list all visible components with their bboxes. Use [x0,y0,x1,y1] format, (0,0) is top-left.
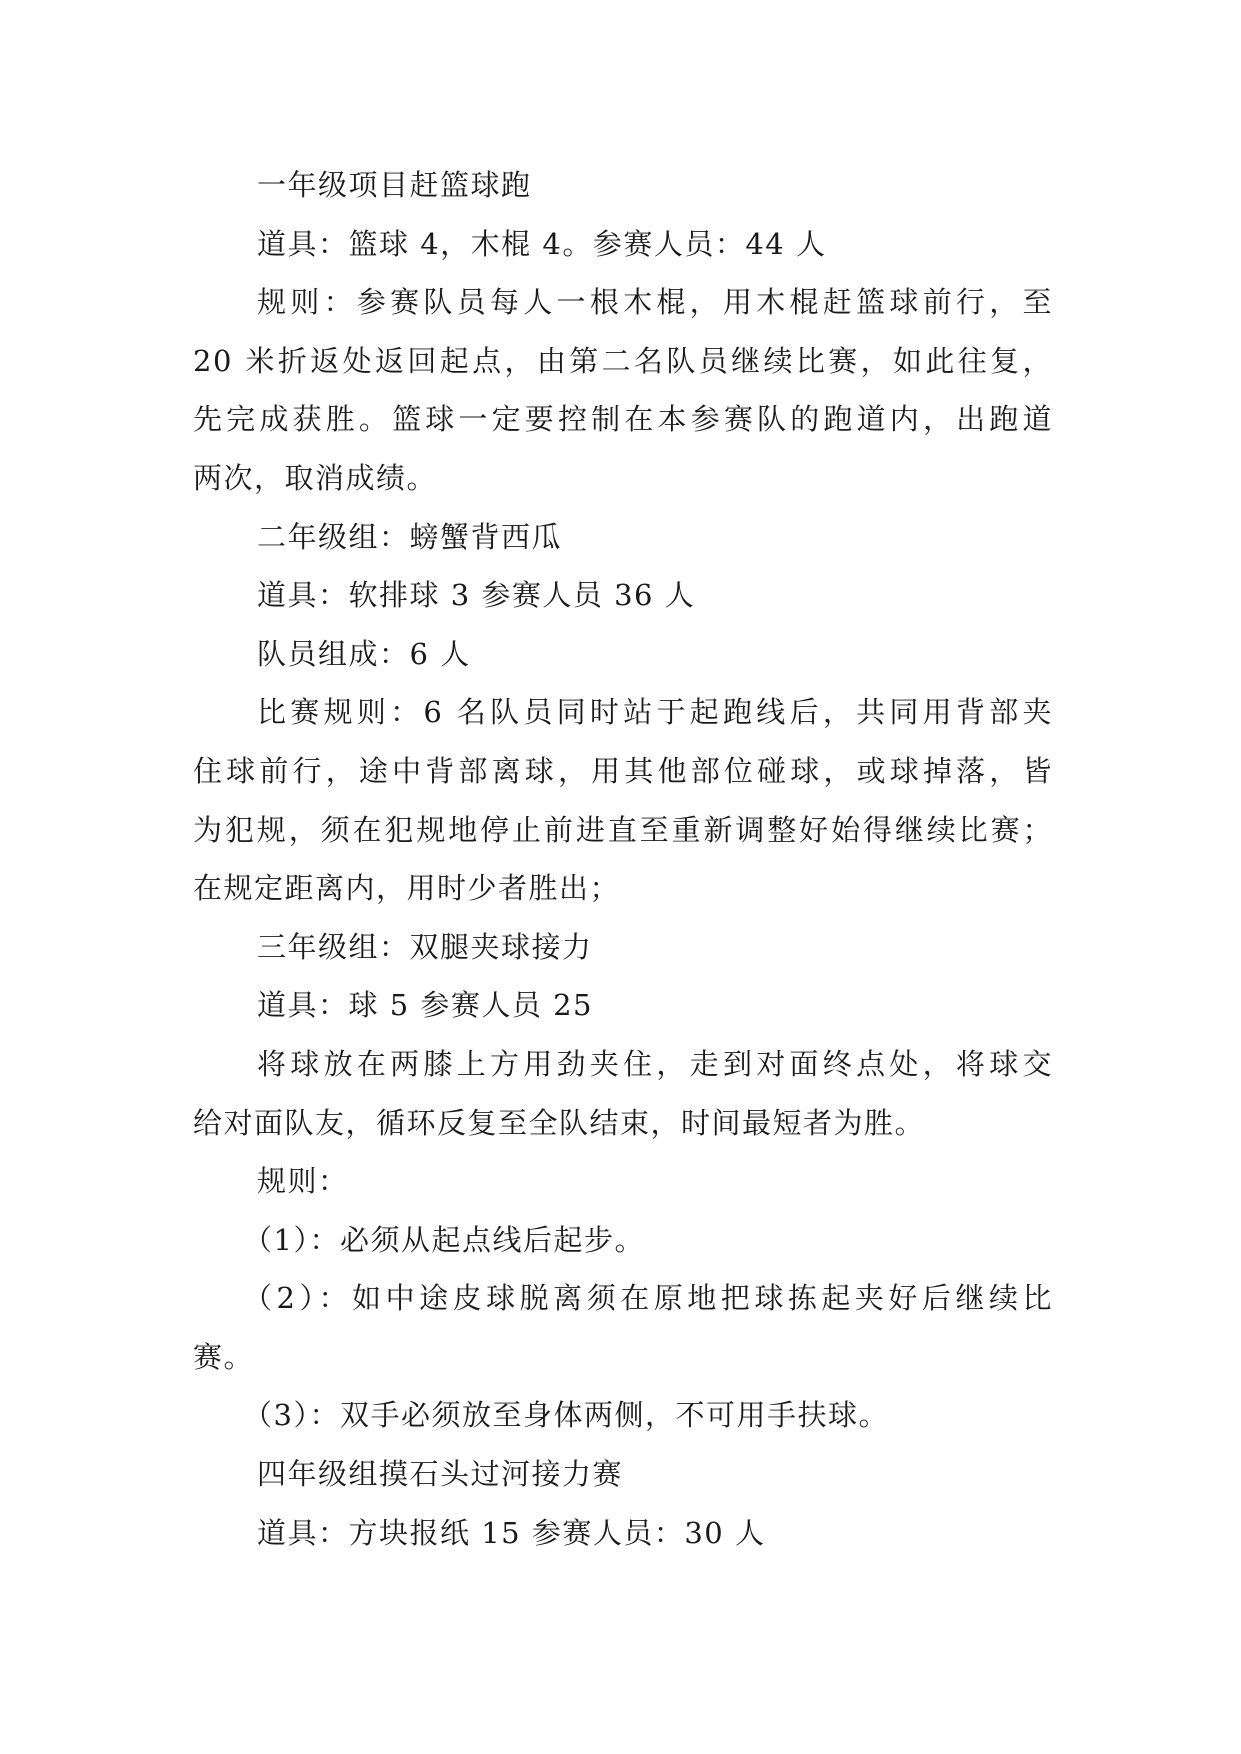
grade2-rules-line-2: 住球前行，途中背部离球，用其他部位碰球，或球掉落，皆 [193,753,1053,788]
grade1-rules-line-1: 规则：参赛队员每人一根木棍，用木棍赶篮球前行，至 [257,285,1053,320]
grade3-rule-2-line-2: 赛。 [193,1339,255,1374]
grade1-rules-line-4: 两次，取消成绩。 [193,460,438,495]
grade3-desc-line-1: 将球放在两膝上方用劲夹住，走到对面终点处，将球交 [257,1046,1053,1081]
grade3-desc-line-2: 给对面队友，循环反复至全队结束，时间最短者为胜。 [193,1105,926,1140]
document-body [193,156,1053,1562]
grade2-rules-line-4: 在规定距离内，用时少者胜出； [193,871,621,906]
grade3-rule-1: （1）：必须从起点线后起步。 [243,1222,645,1257]
grade3-rule-3: （3）：双手必须放至身体两侧，不可用手扶球。 [243,1398,889,1433]
grade2-rules-line-3: 为犯规，须在犯规地停止前进直至重新调整好始得继续比赛； [193,812,1053,847]
grade1-heading: 一年级项目赶篮球跑 [257,168,532,202]
grade3-props: 道具：球 5 参赛人员 25 [257,988,594,1023]
grade3-rule-2-line-1: （2）：如中途皮球脱离须在原地把球拣起夹好后继续比 [243,1281,1053,1316]
grade2-heading: 二年级组：螃蟹背西瓜 [257,519,563,554]
grade4-props: 道具：方块报纸 15 参赛人员：30 人 [257,1515,766,1550]
grade2-team: 队员组成：6 人 [257,636,471,671]
grade3-heading: 三年级组：双腿夹球接力 [257,929,593,964]
grade4-heading: 四年级组摸石头过河接力赛 [257,1457,624,1492]
grade1-rules-line-2: 20 米折返处返回起点，由第二名队员继续比赛，如此往复， [193,343,1053,378]
grade2-props: 道具：软排球 3 参赛人员 36 人 [257,578,696,613]
grade2-rules-line-1: 比赛规则：6 名队员同时站于起跑线后，共同用背部夹 [257,695,1053,730]
grade1-rules-line-3: 先完成获胜。篮球一定要控制在本参赛队的跑道内，出跑道 [193,402,1053,437]
grade1-props: 道具：篮球 4，木棍 4。参赛人员：44 人 [257,226,827,261]
grade3-rules-label: 规则： [257,1164,349,1199]
